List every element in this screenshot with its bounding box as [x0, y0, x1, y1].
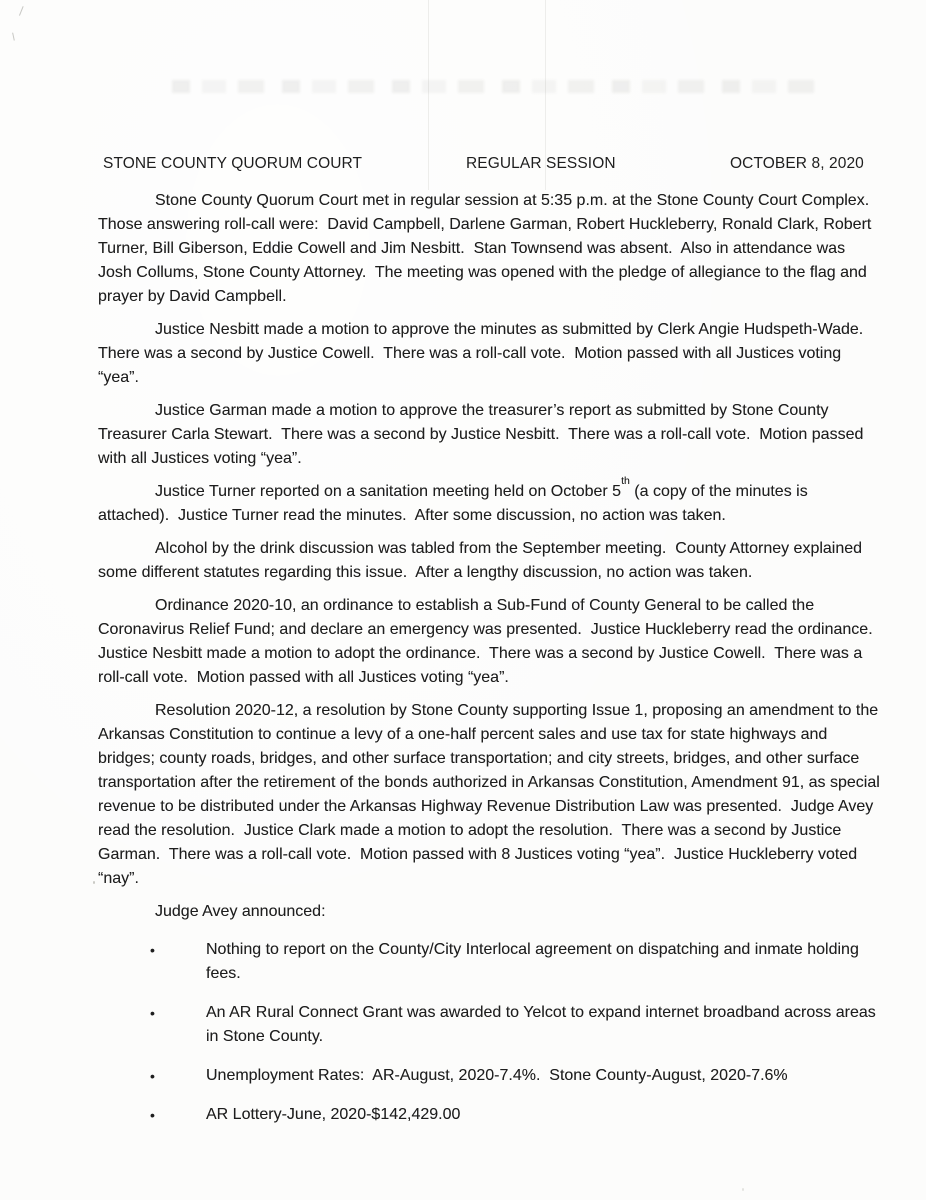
- sanitation-text-before: Justice Turner reported on a sanitation meeting held on October 5: [155, 483, 622, 500]
- document-body: [98, 154, 885, 1142]
- bullet-icon: •: [150, 942, 155, 958]
- announcement-bullet-broadband-grant: [98, 1001, 882, 1049]
- scan-speck: [93, 881, 95, 884]
- announcement-text: An AR Rural Connect Grant was awarded to Yelcot to expand internet broadband across areas in Stone County.: [206, 1004, 881, 1045]
- announcement-bullet-lottery: [98, 1103, 882, 1127]
- announcement-text: AR Lottery-June, 2020-$142,429.00: [206, 1106, 461, 1123]
- scan-speck: [742, 1188, 744, 1191]
- announcement-bullet-unemployment-rates: [98, 1064, 882, 1088]
- bullet-icon: •: [150, 1005, 155, 1021]
- announcement-text: Nothing to report on the County/City Interlocal agreement on dispatching and inmate holding fees.: [206, 941, 864, 982]
- announcement-bullet-interlocal: [98, 938, 882, 986]
- paragraph-ordinance-2020-10: Ordinance 2020-10, an ordinance to establish a Sub-Fund of County General to be called the Coronavirus Relief Fund; and declare an emergency was presented. Justice Huckleberry read the ordinance. Justice Nesbitt made a motion to adopt the ordinance. There was a second by Justice Cowell. There was a roll-call vote. Motion passed with all Justices voting “yea”.: [98, 597, 882, 686]
- paragraph-sanitation-meeting: [98, 474, 882, 528]
- bullet-icon: •: [150, 1107, 155, 1123]
- session-type: REGULAR SESSION: [466, 155, 616, 172]
- bleed-through-text-smudge: [172, 80, 827, 93]
- paragraph-treasurer-report: Justice Garman made a motion to approve the treasurer’s report as submitted by Stone County Treasurer Carla Stewart. There was a second by Justice Nesbitt. There was a roll-call vote. Motion passed with all Justices voting “yea”.: [98, 402, 868, 467]
- paragraph-roll-call: Stone County Quorum Court met in regular session at 5:35 p.m. at the Stone County Court Complex. Those answering roll-call were: David Campbell, Darlene Garman, Robert Huckleberry, Ronald Clark, Robert Turner, Bill Giberson, Eddie Cowell and Jim Nesbitt. Stan Townsend was absent. Also in attendance was Josh Collums, Stone County Attorney. The meeting was opened with the pledge of allegiance to the flag and prayer by David Campbell.: [98, 192, 878, 305]
- paragraph-minutes-approval: Justice Nesbitt made a motion to approve the minutes as submitted by Clerk Angie Hudspeth-Wade. There was a second by Justice Cowell. There was a roll-call vote. Motion passed with all Justices voting “yea”.: [98, 321, 872, 386]
- announcements-heading: Judge Avey announced:: [155, 903, 326, 920]
- sanitation-text-after: (a copy of the minutes is attached). Justice Turner read the minutes. After some discussion, no action was taken.: [98, 483, 813, 524]
- paragraph-resolution-2020-12: Resolution 2020-12, a resolution by Stone County supporting Issue 1, proposing an amendment to the Arkansas Constitution to continue a levy of a one-half percent sales and use tax for state highways and bridges; county roads, bridges, and other surface transportation; and city streets, bridges, and other surface transportation after the retirement of the bonds authorized in Arkansas Constitution, Amendment 91, as special revenue to be distributed under the Arkansas Highway Revenue Distribution Law was presented. Judge Avey read the resolution. Justice Clark made a motion to adopt the resolution. There was a second by Justice Garman. There was a roll-call vote. Motion passed with 8 Justices voting “yea”. Justice Huckleberry voted “nay”.: [98, 702, 885, 887]
- announcement-text: Unemployment Rates: AR-August, 2020-7.4%. Stone County-August, 2020-7.6%: [206, 1067, 788, 1084]
- session-date: OCTOBER 8, 2020: [730, 155, 864, 172]
- document-header: [98, 154, 882, 178]
- paragraph-alcohol-discussion: Alcohol by the drink discussion was tabled from the September meeting. County Attorney explained some different statutes regarding this issue. After a lengthy discussion, no action was taken.: [98, 540, 867, 581]
- scan-artifact-mark: [8, 33, 15, 42]
- ordinal-superscript: th: [621, 474, 630, 487]
- court-title: STONE COUNTY QUORUM COURT: [103, 155, 363, 172]
- scan-artifact-mark: [14, 4, 23, 16]
- bullet-icon: •: [150, 1068, 155, 1084]
